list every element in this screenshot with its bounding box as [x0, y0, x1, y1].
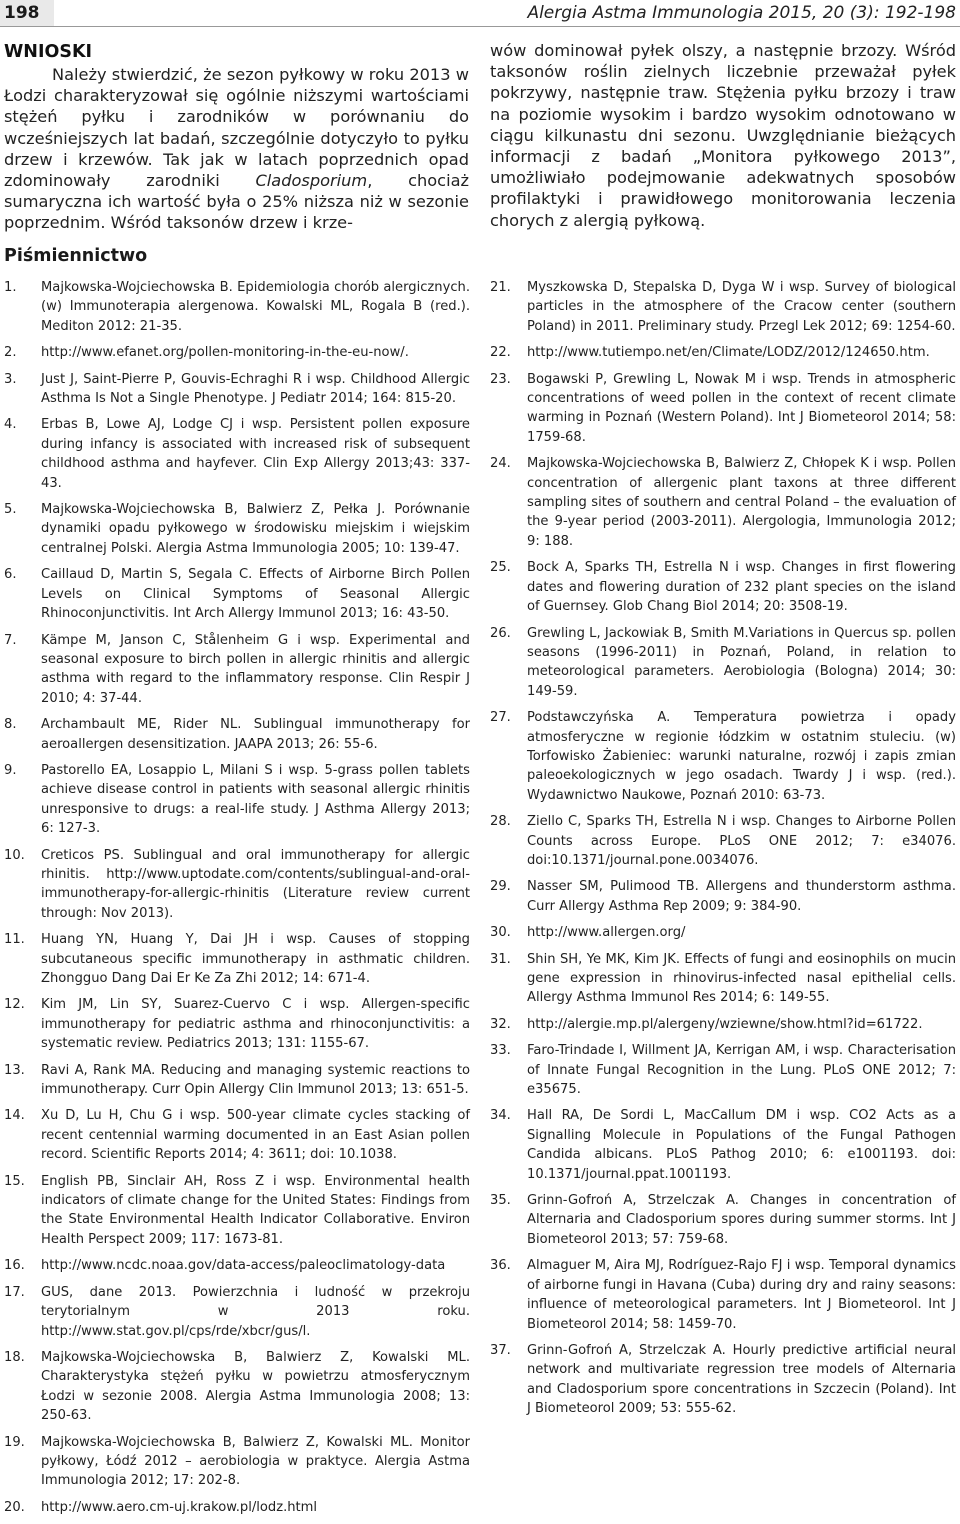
reference-item [4, 1061, 470, 1100]
reference-number: 18. [4, 1349, 25, 1365]
reference-text: http://www.aero.cm-uj.krakow.pl/lodz.html [41, 1499, 318, 1515]
references-list-left [4, 278, 470, 1524]
reference-text: Myszkowska D, Stepalska D, Dyga W i wsp. Survey of biological particles in the atmosphere of the Cracow center (southern Poland) in 2011. Preliminary study. Przegl Lek 2012; 69: 1254-60. [527, 280, 956, 334]
reference-text: Grinn-Gofroń A, Strzelczak A. Changes in concentration of Alternaria and Cladosporium spores during summer storms. Int J Biometeorol 2013; 57: 759-68. [527, 1193, 956, 1247]
reference-number: 15. [4, 1173, 25, 1189]
reference-text: Xu D, Lu H, Chu G i wsp. 500-year climate cycles stacking of recent centennial warming documented in an East Asian pollen record. Scientific Reports 2014; 4: 3611; doi: 10.1038. [41, 1108, 470, 1163]
reference-number: 1. [4, 280, 17, 295]
reference-number: 5. [4, 502, 17, 518]
reference-item [4, 1498, 470, 1517]
reference-item [4, 631, 470, 709]
reference-text: http://www.ncdc.noaa.gov/data-access/paleoclimatology-data [41, 1258, 446, 1274]
reference-item [490, 1106, 956, 1184]
reference-item [490, 877, 956, 916]
page-number: 198 [0, 0, 54, 26]
header-rule [0, 26, 960, 27]
reference-number: 12. [4, 997, 25, 1013]
conclusions-right-column [490, 40, 956, 231]
reference-text: Pastorello EA, Losappio L, Milani S i wsp. 5-grass pollen tablets achieve disease control in patients with seasonal allergic rhinitis unresponsive to drugs: a real-life study. J Asthma Allergy 2013; 6: 127-3. [41, 762, 470, 837]
references-list-right [490, 278, 956, 1426]
reference-item [4, 278, 470, 336]
reference-text: Grewling L, Jackowiak B, Smith M.Variations in Quercus sp. pollen seasons (1996-2011) in Poznań, Poland, in relation to meteorological parameters. Aerobiologia (Bologna) 2014; 30: 149-59. [527, 625, 956, 699]
reference-item [490, 1015, 956, 1034]
reference-number: 24. [490, 456, 511, 472]
reference-text: Archambault ME, Rider NL. Sublingual immunotherapy for aeroallergen desensitization. JAAPA 2013; 26: 55-6. [41, 717, 470, 752]
reference-number: 37. [490, 1342, 511, 1358]
reference-text: Grinn-Gofroń A, Strzelczak A. Hourly predictive artificial neural network and multivariate regression tree models of Alternaria and Cladosporium spore concentrations in Szczecin (Poland). Int J Biometeorol 2009; 53: 555-62. [527, 1342, 956, 1417]
reference-text: Majkowska-Wojciechowska B, Balwierz Z, Kowalski ML. Monitor pyłkowy, Łódź 2012 – aerobiologia w praktyce. Alergia Astma Immunologia 2012; 17: 202-8. [41, 1434, 470, 1489]
reference-number: 36. [490, 1258, 511, 1274]
reference-text: Just J, Saint-Pierre P, Gouvis-Echraghi R i wsp. Childhood Allergic Asthma Is Not a Single Phenotype. J Pediatr 2014; 164: 815-20. [41, 371, 470, 407]
reference-number: 11. [4, 932, 25, 948]
references-title: Piśmiennictwo [4, 246, 148, 266]
reference-item [490, 1256, 956, 1334]
reference-item [490, 370, 956, 448]
reference-item [4, 1348, 470, 1426]
reference-number: 13. [4, 1062, 25, 1078]
reference-item [490, 950, 956, 1008]
reference-number: 8. [4, 717, 17, 733]
reference-number: 31. [490, 951, 511, 967]
reference-text: Almaguer M, Aira MJ, Rodríguez-Rajo FJ i wsp. Temporal dynamics of airborne fungi in Havana (Cuba) during dry and rainy seasons: influence of meteorological parameters. Int J Biometeorol. Int J Biometeorol 2014; 58: 1459-70. [527, 1258, 956, 1332]
reference-number: 16. [4, 1258, 25, 1274]
reference-text: Erbas B, Lowe AJ, Lodge CJ i wsp. Persistent pollen exposure during infancy is associated with increased risk of subsequent childhood asthma and hayfever. Clin Exp Allergy 2013;43: 337-43. [41, 417, 470, 491]
reference-item [490, 278, 956, 336]
reference-text: Majkowska-Wojciechowska B, Balwierz Z, Pełka J. Porównanie dynamiki opadu pyłkowego w środowisku miejskim i wiejskim centralnej Polski. Alergia Astma Immunologia 2005; 10: 139-47. [41, 502, 470, 556]
reference-item [4, 1172, 470, 1250]
reference-number: 34. [490, 1108, 511, 1124]
reference-number: 33. [490, 1043, 511, 1059]
reference-text: Ziello C, Sparks TH, Estrella N i wsp. Changes to Airborne Pollen Counts across Europe. PLoS ONE 2012; 7: e34076. doi:10.1371/journal.pone.0034076. [527, 814, 956, 868]
journal-title: Alergia Astma Immunologia 2015, 20 (3): 192-198 [527, 3, 956, 23]
reference-item [490, 343, 956, 362]
reference-text: Faro-Trindade I, Willment JA, Kerrigan AM, i wsp. Characterisation of Innate Fungal Recognition in the Lung. PLoS ONE 2012; 7: e35675. [527, 1043, 956, 1098]
reference-item [4, 1256, 470, 1275]
reference-item [4, 846, 470, 924]
reference-item [490, 1041, 956, 1099]
reference-number: 22. [490, 345, 511, 361]
reference-item [490, 454, 956, 551]
reference-text: Bock A, Sparks TH, Estrella N i wsp. Changes in first flowering dates and flowering duration of 232 plant species on the island of Guernsey. Glob Chang Biol 2014; 20: 3508-19. [527, 560, 956, 615]
conclusions-paragraph-part1: Należy stwierdzić, że sezon pyłkowy w roku 2013 w Łodzi charakteryzował się ogólnie niższymi wartościami stężeń pyłku i zarodników w porównaniu do wcześniejszych lat badań, szczególnie dotyczyło to pyłku drzew i krzewów. Tak jak w latach poprzednich opad zdominowały zarodniki Cladosporium, chociaż sumaryczna ich wartość była o 25% niższa niż w sezonie poprzednim. Wśród taksonów drzew i krze- [4, 65, 469, 233]
reference-text: Shin SH, Ye MK, Kim JK. Effects of fungi and eosinophils on mucin gene expression in rhinovirus-infected nasal epithelial cells. Allergy Asthma Immunol Res 2014; 6: 149-55. [527, 951, 956, 1006]
page-header [0, 0, 960, 26]
reference-number: 26. [490, 625, 511, 641]
reference-text: Creticos PS. Sublingual and oral immunotherapy for allergic rhinitis. http://www.uptodate.com/contents/sublingual-and-oral-immunotherapy-for-allergic-rhinitis (Literature review current through: Nov 2013). [41, 847, 470, 921]
reference-item [4, 565, 470, 623]
reference-number: 7. [4, 632, 17, 648]
reference-text: Nasser SM, Pulimood TB. Allergens and thunderstorm asthma. Curr Allergy Asthma Rep 2009; 9: 384-90. [527, 879, 956, 914]
reference-number: 17. [4, 1284, 25, 1300]
reference-item [490, 558, 956, 616]
reference-item [490, 624, 956, 702]
reference-text: Caillaud D, Martin S, Segala C. Effects of Airborne Birch Pollen Levels on Clinical Symptoms of Seasonal Allergic Rhinoconjunctivitis. Int Arch Allergy Immunol 2013; 16: 43-50. [41, 567, 470, 622]
reference-text: Kämpe M, Janson C, Stålenheim G i wsp. Experimental and seasonal exposure to birch pollen in allergic rhinitis and allergic asthma with regard to the inflammatory response. Clin Respir J 2010; 4: 37-44. [41, 632, 470, 706]
reference-text: Ravi A, Rank MA. Reducing and managing systemic reactions to immunotherapy. Curr Opin Allergy Clin Immunol 2013; 13: 651-5. [41, 1062, 470, 1098]
reference-item [4, 1283, 470, 1341]
conclusions-title: WNIOSKI [4, 42, 93, 62]
reference-text: English PB, Sinclair AH, Ross Z i wsp. Environmental health indicators of climate change for the United States: Findings from the State Environmental Health Indicator Collaborative. Environ Health Perspect 2009; 117: 1673-81. [41, 1173, 470, 1247]
reference-number: 21. [490, 280, 511, 295]
reference-number: 29. [490, 879, 511, 895]
reference-item [490, 1191, 956, 1249]
reference-text: Kim JM, Lin SY, Suarez-Cuervo C i wsp. Allergen-specific immunotherapy for pediatric asthma and rhinoconjunctivitis: a systematic review. Pediatrics 2013; 131: 1155-67. [41, 997, 470, 1052]
reference-number: 32. [490, 1016, 511, 1032]
conclusions-left-column [4, 40, 469, 234]
reference-number: 28. [490, 814, 511, 830]
reference-item [490, 812, 956, 870]
conclusions-paragraph-part2: wów dominował pyłek olszy, a następnie brzozy. Wśród taksonów roślin zielnych liczebnie przeważał pyłek pokrzywy, następnie traw. Stężenia pyłku brzozy i traw na poziomie wysokim i bardzo wysokim odnotowano w ciągu kilkunastu dni sezonu. Uwzględnianie bieżących informacji z badań „Monitora pyłkowego 2013”, umożliwiało podejmowanie adekwatnych sposobów profilaktyki i prawidłowego monitorowania leczenia chorych z alergią pyłkową. [490, 41, 956, 230]
reference-number: 23. [490, 371, 511, 387]
reference-text: Bogawski P, Grewling L, Nowak M i wsp. Trends in atmospheric concentrations of weed pollen in the context of recent climate warming in Poznań (Western Poland). Int J Biometeorol 2014; 58: 1759-68. [527, 371, 956, 445]
reference-text: Majkowska-Wojciechowska B. Epidemiologia chorób alergicznych. (w) Immunoterapia alergenowa. Kowalski ML, Rogala B (red.). Mediton 2012: 21-35. [41, 280, 470, 334]
reference-number: 2. [4, 345, 17, 361]
reference-item [490, 923, 956, 942]
reference-text: Hall RA, De Sordi L, MacCallum DM i wsp. CO2 Acts as a Signalling Molecule in Populations of the Fungal Pathogen Candida albicans. PLoS Pathog 2010; 6: e1001193. doi: 10.1371/journal.ppat.1001193. [527, 1108, 956, 1182]
reference-item [4, 930, 470, 988]
reference-text: http://www.efanet.org/pollen-monitoring-in-the-eu-now/. [41, 345, 409, 361]
reference-number: 35. [490, 1193, 511, 1209]
reference-number: 27. [490, 710, 511, 726]
reference-item [4, 761, 470, 839]
reference-text: http://www.allergen.org/ [527, 925, 686, 941]
reference-number: 25. [490, 560, 511, 576]
reference-text: Majkowska-Wojciechowska B, Balwierz Z, Chłopek K i wsp. Pollen concentration of allergenic plant taxons at three different sampling sites of southern and central Poland – the evaluation of the 9-year period (2003-2011). Alergologia, Immunologia 2012; 9: 188. [527, 456, 956, 549]
reference-number: 19. [4, 1434, 25, 1450]
reference-number: 9. [4, 762, 17, 778]
reference-item [4, 1106, 470, 1164]
reference-number: 3. [4, 371, 17, 387]
reference-text: Majkowska-Wojciechowska B, Balwierz Z, Kowalski ML. Charakterystyka stężeń pyłku w powietrzu atmosferycznym Łodzi w sezonie 2008. Alergia Astma Immunologia 2008; 13: 250-63. [41, 1349, 470, 1424]
reference-item [4, 1433, 470, 1491]
reference-number: 10. [4, 847, 25, 863]
reference-item [4, 500, 470, 558]
reference-text: Podstawczyńska A. Temperatura powietrza i opady atmosferyczne w regionie łódzkim w ostatnim stuleciu. (w) Torfowisko Żabieniec: warunki naturalne, rozwój i zapis zmian paleoekologicznych w jego osadach. Twardy J i wsp. (red.). Wydawnictwo Naukowe, Poznań 2010: 63-73. [527, 710, 956, 803]
reference-number: 4. [4, 417, 17, 433]
reference-number: 30. [490, 925, 511, 941]
reference-number: 14. [4, 1108, 25, 1124]
reference-number: 20. [4, 1499, 25, 1515]
reference-text: http://www.tutiempo.net/en/Climate/LODZ/2012/124650.htm. [527, 345, 930, 361]
reference-item [4, 995, 470, 1053]
reference-text: http://alergie.mp.pl/alergeny/wziewne/show.html?id=61722. [527, 1016, 923, 1032]
reference-item [490, 1341, 956, 1419]
reference-text: GUS, dane 2013. Powierzchnia i ludność w przekroju terytorialnym w 2013 roku. http://www.stat.gov.pl/cps/rde/xbcr/gus/l. [41, 1284, 470, 1339]
reference-item [4, 415, 470, 493]
reference-item [4, 370, 470, 409]
reference-number: 6. [4, 567, 17, 583]
reference-text: Huang YN, Huang Y, Dai JH i wsp. Causes of stopping subcutaneous specific immunotherapy in asthmatic children. Zhongguo Dang Dai Er Ke Za Zhi 2012; 14: 671-4. [41, 932, 470, 986]
reference-item [490, 708, 956, 805]
reference-item [4, 343, 470, 362]
reference-item [4, 715, 470, 754]
